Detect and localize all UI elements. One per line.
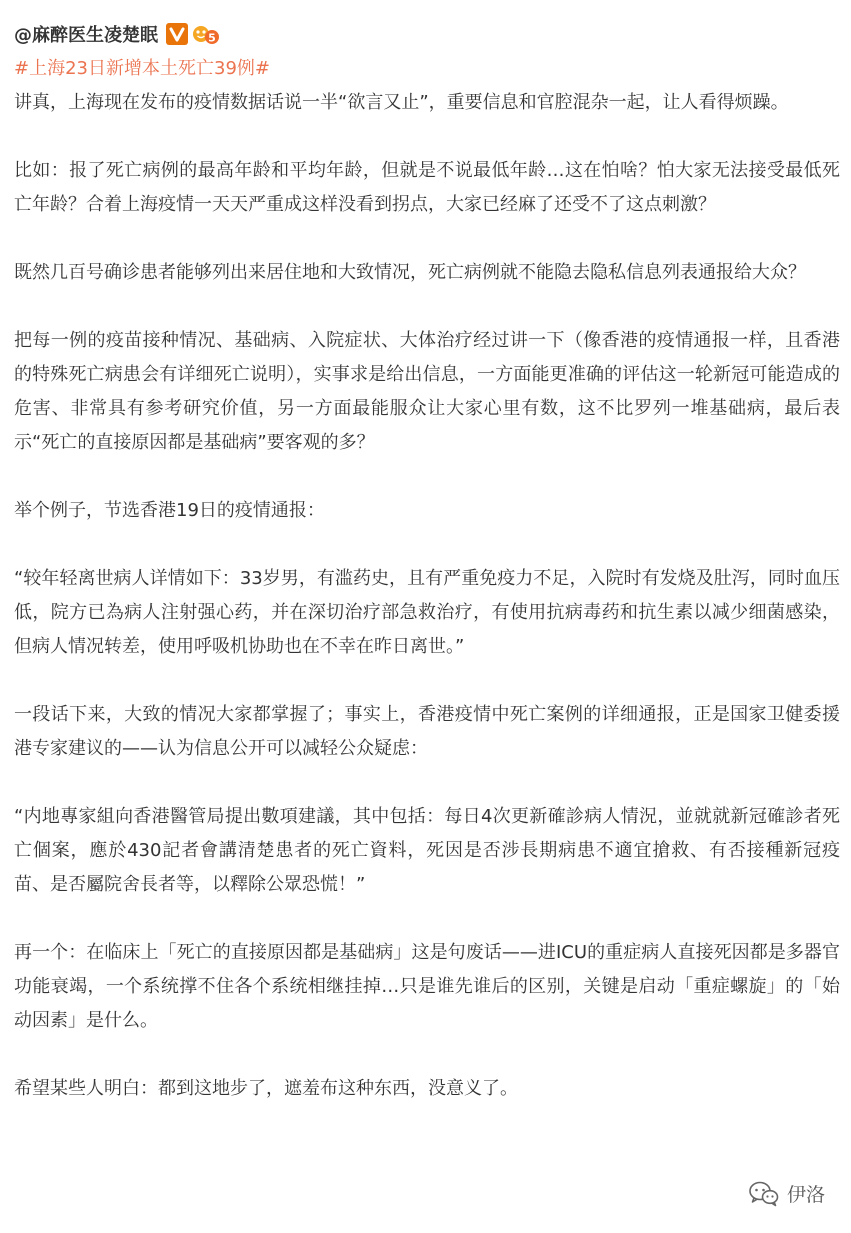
post-paragraph: 希望某些人明白：都到这地步了，遮羞布这种东西，没意义了。 <box>14 1078 518 1099</box>
post-paragraph: 比如：报了死亡病例的最高年龄和平均年龄，但就是不说最低年龄…这在怕啥？怕大家无法接受最低死亡年龄？合着上海疫情一天天严重成这样没看到拐点，大家已经麻了还受不了这点刺激？ <box>14 160 840 215</box>
post-paragraph: 讲真，上海现在发布的疫情数据话说一半“欲言又止”，重要信息和官腔混杂一起，让人看得烦躁。 <box>14 92 789 113</box>
level-badge-icon <box>192 22 220 46</box>
watermark-text: 伊洛 <box>786 1184 825 1206</box>
weibo-post <box>14 20 840 1106</box>
verified-v-icon <box>166 23 188 45</box>
post-paragraph: 既然几百号确诊患者能够列出来居住地和大致情况，死亡病例就不能隐去隐私信息列表通报给大众？ <box>14 262 806 283</box>
wechat-icon <box>749 1181 779 1207</box>
post-paragraph: 把每一例的疫苗接种情况、基础病、入院症状、大体治疗经过讲一下（像香港的疫情通报一样，且香港的特殊死亡病患会有详细死亡说明），实事求是给出信息，一方面能更准确的评估这一轮新冠可能造成的危害、非常具有参考研究价值，另一方面最能服众让大家心里有数，这不比罗列一堆基础病，最后表示“死亡的直接原因都是基础病”要客观的多？ <box>14 330 840 453</box>
post-paragraph: 一段话下来，大致的情况大家都掌握了；事实上，香港疫情中死亡案例的详细通报，正是国家卫健委援港专家建议的——认为信息公开可以减轻公众疑虑： <box>14 704 840 759</box>
quote-paragraph: “较年轻离世病人详情如下：33岁男，有滥药史，且有严重免疫力不足，入院时有发烧及肚泻，同时血压低，院方已為病人注射强心药，并在深切治疗部急救治疗，有使用抗病毒药和抗生素以减少细菌感染，但病人情况转差，使用呼吸机协助也在不幸在昨日离世。” <box>14 568 840 657</box>
post-header <box>14 20 840 48</box>
post-paragraph: 再一个：在临床上「死亡的直接原因都是基础病」这是句废话——进ICU的重症病人直接死因都是多器官功能衰竭，一个系统撑不住各个系统相继挂掉…只是谁先谁后的区别，关键是启动「重症螺旋」的「始动因素」是什么。 <box>14 942 840 1031</box>
level-number: 5 <box>208 31 216 45</box>
quote-paragraph: “内地專家組向香港醫管局提出數項建議，其中包括：每日4次更新確診病人情況，並就就新冠確診者死亡個案，應於430記者會講清楚患者的死亡資料，死因是否涉長期病患不適宜搶救、有否接種新冠疫苗、是否屬院舍長者等，以釋除公眾恐慌！” <box>14 806 840 895</box>
topic-hashtag[interactable]: #上海23日新增本土死亡39例# <box>14 58 270 79</box>
post-paragraph: 举个例子，节选香港19日的疫情通报： <box>14 500 325 521</box>
watermark <box>749 1180 825 1207</box>
author-name[interactable]: @麻醉医生凌楚眠 <box>14 25 158 46</box>
